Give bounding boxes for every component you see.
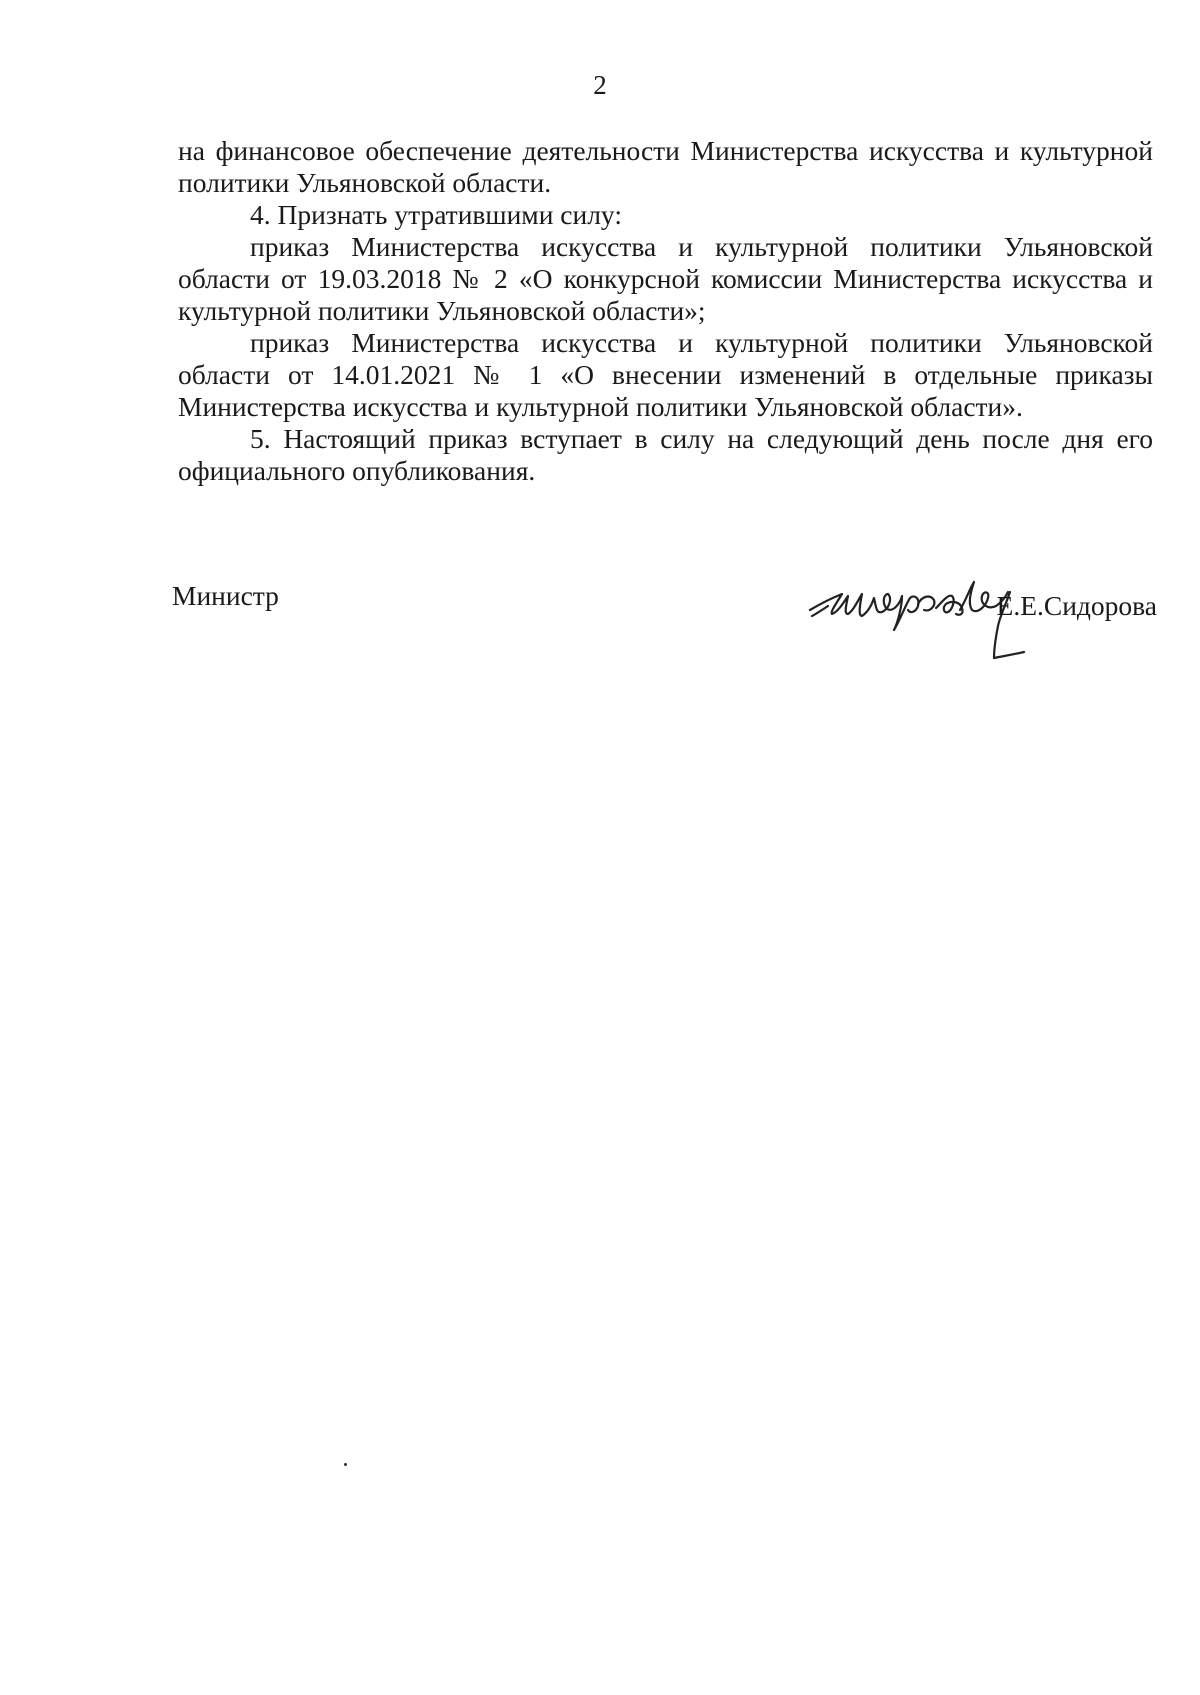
document-body: [178, 135, 1153, 487]
stray-mark: [344, 1463, 347, 1466]
page-number: 2: [593, 70, 607, 100]
paragraph-continuation: на финансовое обеспечение деятельности Министерства искусства и культурной политики Ульяновской области.: [178, 135, 1153, 198]
signer-title: Министр: [172, 580, 279, 611]
signature-block: [172, 570, 1157, 680]
paragraph-repealed-order-1: приказ Министерства искусства и культурной политики Ульяновской области от 19.03.2018 № 2 «О конкурсной комиссии Министерства искусства и культурной политики Ульяновской области»;: [178, 231, 1153, 326]
paragraph-item-5: 5. Настоящий приказ вступает в силу на следующий день после дня его официального опубликования.: [178, 423, 1153, 486]
signer-name: Е.Е.Сидорова: [996, 590, 1157, 621]
paragraph-repealed-order-2: приказ Министерства искусства и культурной политики Ульяновской области от 14.01.2021 № 1 «О внесении изменений в отдельные приказы Министерства искусства и культурной политики Ульяновской области».: [178, 327, 1153, 422]
paragraph-item-4: 4. Признать утратившими силу:: [250, 199, 622, 230]
